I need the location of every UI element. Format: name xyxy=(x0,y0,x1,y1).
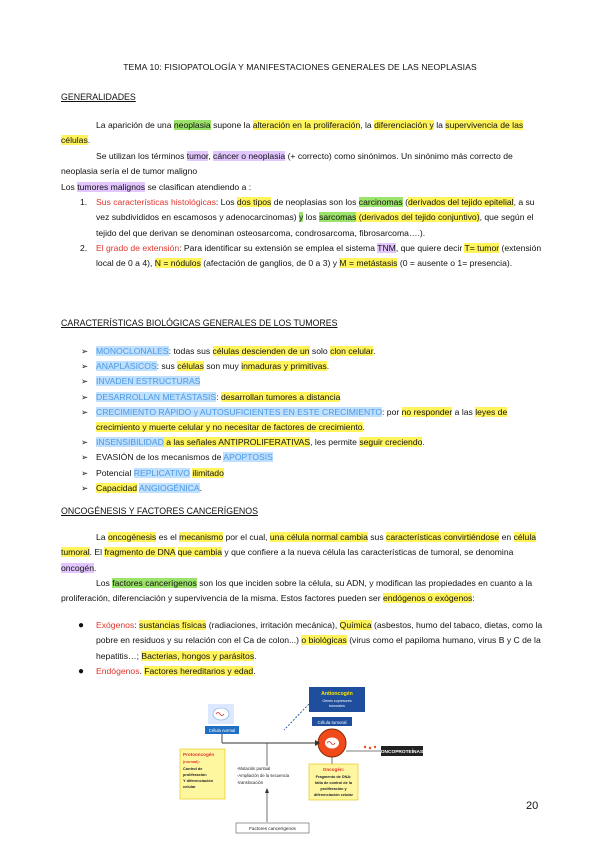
protooncogen-line1: (normal): xyxy=(183,759,200,764)
bullet-icon: ● xyxy=(78,665,85,677)
factors-list xyxy=(61,618,546,679)
oncogenesis-diagram xyxy=(175,686,460,842)
factores-label: Factores cancerígenos xyxy=(249,826,296,831)
protooncogen-line3: proliferación xyxy=(183,772,207,777)
oncogen-title: Oncogén: xyxy=(322,767,345,772)
oncogen-line4: diferenciación celular xyxy=(313,793,354,797)
antioncogen-arrow xyxy=(284,704,309,730)
protooncogen-line4: Y diferenciación xyxy=(183,778,213,783)
mutation-line1: -Mutación puntual xyxy=(237,766,271,771)
protein-dot xyxy=(369,747,371,749)
section-heading-oncogenesis: ONCOGÉNESIS Y FACTORES CANCERÍGENOS xyxy=(61,506,258,516)
normal-cell-nucleus xyxy=(213,708,229,720)
antioncogen-sub2: tumorales xyxy=(329,704,345,708)
arrow-bullet-icon: ➢ xyxy=(81,482,89,493)
protooncogen-line2: Control de xyxy=(183,766,203,771)
list-item: 2. El grado de extensión: Para identificar su extensión se emplea el sistema TNM, que quiere decir T= tumor (extensión local de 0 a 4), N = nódulos (afectación de ganglios, de 0 a 3) y M = metástasis (0 = ausente o 1= presencia). xyxy=(80,242,542,269)
tumor-characteristics-list xyxy=(61,344,546,496)
celula-tumoral-label: Célula tumoral xyxy=(317,720,347,725)
paragraph-clasificacion: Los tumores malignos se clasifican atendiendo a : xyxy=(61,182,252,192)
protein-dot xyxy=(364,746,366,748)
arrow-bullet-icon: ➢ xyxy=(81,361,89,372)
list-item: ● Endógenos. Factores hereditarios y edad. xyxy=(61,664,546,679)
oncogen-line3: proliferación y xyxy=(320,787,347,791)
list-item: ➢ DESARROLLAN METÁSTASIS: desarrollan tumores a distancia xyxy=(61,390,546,405)
protooncogen-line5: celular xyxy=(183,784,196,789)
protein-dot xyxy=(374,746,376,748)
paragraph-factores: Los factores cancerígenos son los que inciden sobre la célula, su ADN, y modifican las propiedades en cuanto a la proliferación, diferenciación y supervivencia de la misma. Estos factores pueden ser endógenos o exógenos: xyxy=(61,578,533,604)
arrow-bullet-icon: ➢ xyxy=(81,391,89,402)
page-number: 20 xyxy=(526,800,539,812)
antioncogen-title: Antioncogén xyxy=(321,691,353,697)
paragraph-oncogenesis: La oncogénesis es el mecanismo por el cual, una célula normal cambia sus características convirtiéndose en célula tumoral. El fragmento de DNA que cambia y que confiere a la nueva célula las características de tumoral, se denomina oncogén. xyxy=(61,532,537,573)
list-item: ➢ Capacidad ANGIOGÉNICA. xyxy=(61,481,546,496)
celula-normal-label: Célula normal xyxy=(208,728,236,733)
arrow-bullet-icon: ➢ xyxy=(81,406,89,417)
mutation-line3: -translocación xyxy=(237,780,264,785)
list-item: ➢ INVADEN ESTRUCTURAS xyxy=(61,374,546,389)
list-item: ➢ EVASIÓN de los mecanismos de APOPTOSIS xyxy=(61,450,546,465)
oncoproteinas-label: ONCOPROTEÍNAS xyxy=(380,750,424,755)
bullet-icon: ● xyxy=(78,620,85,631)
antioncogen-sub1: Genes supresores xyxy=(322,699,352,703)
protooncogen-title: Protooncogén xyxy=(183,752,215,757)
arrow-bullet-icon: ➢ xyxy=(81,437,89,448)
classification-list xyxy=(61,195,546,271)
paragraph-sinonimos: Se utilizan los términos tumor, cáncer o neoplasia (+ correcto) como sinónimos. Un sinónimo más correcto de neoplasia sería el de tumor maligno xyxy=(61,151,513,177)
arrow-head-icon xyxy=(265,788,269,793)
list-item: ● Exógenos: sustancias físicas (radiaciones, irritación mecánica), Química (asbestos, humo del tabaco, dietas, como la pobre en residuos y su relación con el Ca de colon...) o biológicas (virus como el papiloma humano, virus B y C de la hepatitis…; Bacterias, hongos y parásitos. xyxy=(78,620,543,661)
section-heading-caracteristicas: CARACTERÍSTICAS BIOLÓGICAS GENERALES DE LOS TUMORES xyxy=(61,318,338,328)
paragraph-neoplasia: La aparición de una neoplasia supone la alteración en la proliferación, la diferenciación y la supervivencia de las células. xyxy=(61,120,524,146)
arrow-bullet-icon: ➢ xyxy=(81,467,89,478)
list-item: ➢ ANAPLÁSICOS: sus células son muy inmaduras y primitivas. xyxy=(61,359,546,374)
list-item: ➢ MONOCLONALES: todas sus células descienden de un solo clon celular. xyxy=(61,344,546,359)
oncogen-line2: falta de control de la xyxy=(315,781,352,785)
mutation-line2: -Ampliación de la secuencia xyxy=(237,773,290,778)
arrow-bullet-icon: ➢ xyxy=(81,346,89,356)
oncogen-line1: Fragmento de DNA: xyxy=(315,775,352,779)
section-heading-generalidades: GENERALIDADES xyxy=(61,92,136,102)
list-item: 1. Sus características histológicas: Los dos tipos de neoplasias son los carcinomas (derivados del tejido epitelial, a su vez subdivididos en escamosos y adenocarcinomas) y los sarcomas (derivados del tejido conjuntivo), que según el tejido del que derivan se denominan osteosarcoma, condrosarcoma, fibrosarcoma….). xyxy=(80,197,535,238)
arrow-bullet-icon: ➢ xyxy=(81,452,89,463)
document-title: TEMA 10: FISIOPATOLOGÍA Y MANIFESTACIONES GENERALES DE LAS NEOPLASIAS xyxy=(123,62,477,72)
list-item: ➢ Potencial REPLICATIVO ilimitado xyxy=(61,466,546,481)
list-item: ➢ CRECIMIENTO RÁPIDO y AUTOSUFICIENTES EN ESTE CRECIMIENTO: por no responder a las leyes de crecimiento y muerte celular y no necesitar de factores de crecimiento. xyxy=(81,406,508,433)
list-item: ➢ INSENSIBILIDAD a las señales ANTIPROLIFERATIVAS, les permite seguir creciendo. xyxy=(61,435,546,450)
arrow-bullet-icon: ➢ xyxy=(81,376,89,387)
